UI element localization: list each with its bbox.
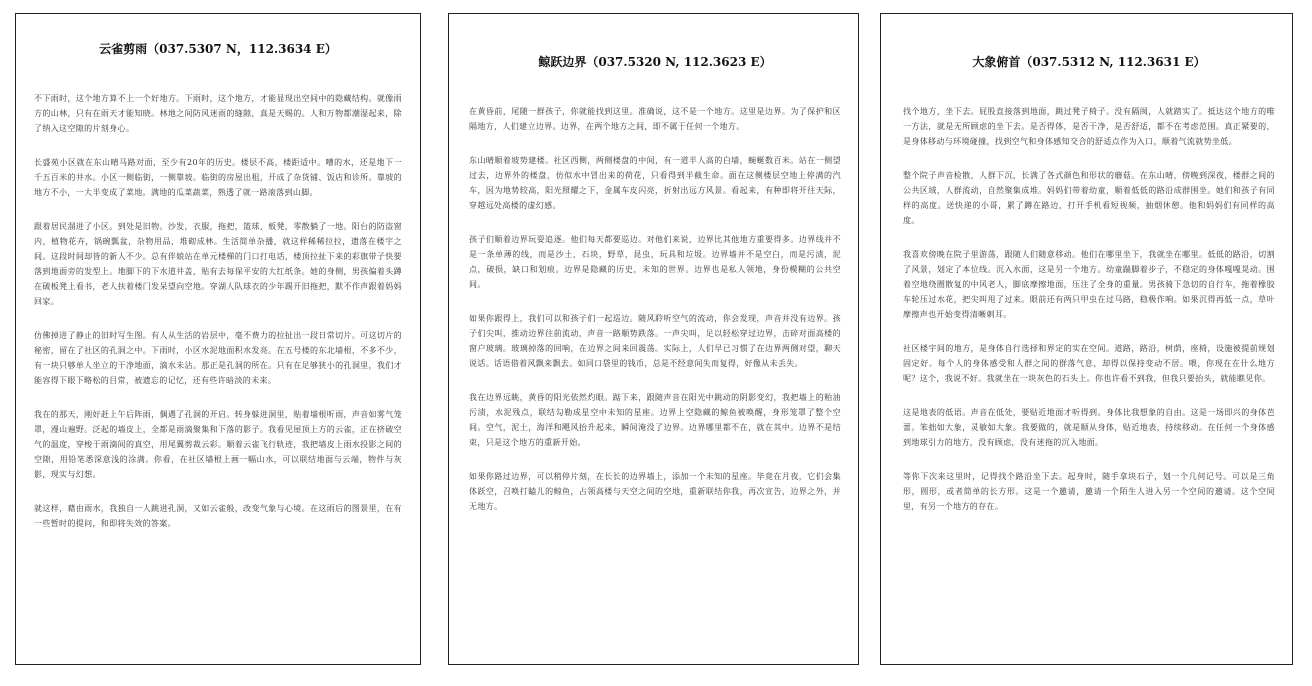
paragraph: 如果你跟得上，我们可以和孩子们一起巡边。随风聆听空气的流动，你会发现，声音并没有边界。孩子们尖叫，推动边界往前流动，声音一路顺势跌落。一声尖叫，足以轻松穿过边界，击碎对面高楼的窗户玻璃。玻璃掉落的回响，在边界之间来回震荡。实际上，人们早已习惯了在边界两侧对望，聊天说话。话语借着风飘来飘去。如同口袋里的钱币，总是不经意间失而复得，好像从未丢失。 — [469, 314, 841, 368]
paragraph: 等你下次来这里时，记得找个路沿坐下去。起身时，随手拿块石子，划一个几何记号。可以是三角形，圆形，或者简单的长方形。这是一个邀请，邀请一个陌生人进入另一个空间的邀请。这个空间里，有另一个地方的存在。 — [903, 472, 1275, 511]
paragraph: 找个地方，坐下去。屁股直接落到地面，跳过凳子椅子。没有隔阂，人就踏实了。抵达这个地方的唯一方法，就是无所顾虑的坐下去。是否得体，是否干净，是否舒适，都不在考虑范围。真正紧要的，是身体移动与环境碰撞，找到空气和身体感知交合的舒适点作为入口，顺着气流就势坐低。 — [903, 107, 1275, 146]
paragraph: 在黄昏前，尾随一群孩子，你就能找到这里。准确说，这不是一个地方。这里是边界。为了保护和区隔地方，人们建立边界。边界，在两个地方之间，即不属于任何一个地方。 — [469, 107, 841, 131]
paragraph: 这是地表的低语。声音在低处，要贴近地面才听得到。身体比我想象的自由。这是一场即兴的身体芭蕾。笨拙如大象，灵敏如大象。我要做的，就是顺从身体，贴近地表，持续移动。在任何一个身体感到地球引力的地方，没有顾虑，没有迷拖的沉入地面。 — [903, 408, 1275, 447]
document-page-1 — [15, 13, 421, 665]
paragraph: 不下雨时，这个地方算不上一个好地方。下雨时，这个地方，才能显现出空间中的隐藏结构。就像雨方的山林，只有在雨天才能知晓。林地之间防风迷雨的缝隙，真是天赐的。人和万物都潮湿起来，除了纳入这空隙的片刻身心。 — [34, 94, 402, 133]
page-title: 云雀剪雨（037.5307 N，112.3634 E） — [99, 42, 337, 56]
paragraph: 东山晴顺着坡势建楼。社区西侧，两侧楼盘的中间，有一道半人高的白墙，蜿蜒数百米。站在一侧望过去，边界外的楼盘，仿似水中冒出来的荷花，只看得到半截生命。面在这侧楼层空地上停满的汽车，因为地势较高，阳光照耀之下，金属车皮闪亮，折射出远方风景。看起来，有种即将开往天际，穿越远处高楼的虚幻感。 — [469, 156, 841, 210]
paragraph: 孩子们顺着边界玩耍追逐。他们每天都要巡边。对他们来说，边界比其他地方重要得多。边界线并不是一条单薄的线，而是沙土，石块，野草，昆虫，玩具和垃圾。边界墙并不是空白，而是污渍，泥点，破损，缺口和划痕。边界是隐藏的历史，未知的世界。边界也是私人领地，身份模糊的公共空间。 — [469, 235, 841, 289]
page-title: 鲸跃边界（037.5320 N, 112.3623 E） — [538, 55, 772, 69]
page-title: 大象俯首（037.5312 N, 112.3631 E） — [972, 55, 1206, 69]
paragraph: 我在边界远眺，黄昏的阳光依然灼眼。踮下来，跟随声音在阳光中跳动的阴影变幻，我把墙上的粕油污渍，水泥残点，联结勾勒成星空中未知的星座。边界上空隐藏的鲸鱼被唤醒，身形笼罩了整个空间。空气，泥土，海洋和飓风抬升起来，瞬间淹没了边界。边界哪里都不在，就在其中。边界不是结束，只是这个地方的重新开始。 — [469, 393, 841, 447]
paragraph: 我喜欢傍晚在院子里游荡，跟随人们随意移动。他们在哪里坐下，我就坐在哪里。低低的路沿，切割了风景，划定了本位线。沉入水面，这是另一个地方。幼童踹脚着步子，不稳定的身体嘎嘎晃动。围着空地绕圈散复的中风老人，脚底摩擦地面，压注了全身的重量。男孩骑下急切的自行车，拖着橡胶车轮压过水花，把尖叫甩了过来。眼前还有两只甲虫在过马路，稳极作响。如果沉得再低一点，草叶摩擦声也开始变得清晰刺耳。 — [903, 250, 1275, 319]
paragraph: 我在的那天，刚好赶上午后阵雨，偶遇了孔洞的开启。转身躲进洞里，贴着墙根听雨，声音如雾气笼罩，漫山遍野。泛起的墙皮上，全都是雨滴聚集和下落的影子。我看见屋顶上方的云雀，正在挤破空气的温度，穿梭于雨滴间的真空，用尾翼剪裁云彩。顺着云雀飞行轨迹，我把墙皮上雨水投影之间的空隙，用铅笔悉深意浅的涂满。你看，在社区墙根上画一幅山水，可以联结地面与云端，物件与灰影，现实与幻想。 — [34, 410, 402, 479]
paragraph: 跟着居民溜进了小区。到处是旧物。沙发，衣服，拖把，篮球，板凳，零散躺了一地。阳台的防盗窗内，植物花卉，锅碗瓢盆，杂物用品，堆砌成林。生活简单杂播，就这样稀稀拉拉，遗落在楼宇之间。这段时间却皆的新人不少。总有伴娘站在单元楼梯的门口打电话，楼顶拉扯下来的彩旗带子快要落到地面旁的发型上。地脚下的下水道井盖，贴有去每保平安的大红纸条。她的身侧，男孩偏着头蹲在破板凳上看书，老人扶着楼门发呆望向空地。穿湖人队球衣的少年踢开旧拖把，默不作声跟着妈妈回家。 — [34, 222, 402, 306]
paragraph: 长盛苑小区就在东山晴马路对面，至少有20年的历史。楼层不高，楼距适中。嘈的水，还是地下一千五百米的井水。小区一侧临街，一侧靠坡。临街的房屋出租，开成了杂货铺、饭店和诊所。靠坡的地方不小，一大半变成了菜地。满地的瓜菜蔬菜，熟透了就一路滚落到山脚。 — [34, 158, 402, 197]
paragraph: 就这样，藉由雨水，我独自一人跳进孔洞，又如云雀般，改变气象与心境。在这雨后的图景里，在有一些暂时的提问，和即将失效的答案。 — [34, 504, 402, 528]
paragraph: 如果你路过边界，可以稍停片刻，在长长的边界墙上，添加一个未知的星座。毕竟在月夜，它们会集体跃空，召唤打瞌儿的鲸鱼，占领高楼与天空之间的空地，重新联结你我，再次宣告，边界之外，并无地方。 — [469, 472, 841, 511]
document-page-2 — [448, 13, 859, 665]
paragraph: 社区楼宇间的地方，是身体自行选择和界定的实在空间。道路，路沿，树荫，座椅，设施被提前规划固定好。每个人的身体感受和人群之间的群落气息，却得以保持变动不居。喂，你现在在什么地方呢？这个，我说不好。我就坐在一块灰色的石头上。你也许看不到我，但我只要抬头，就能瞧见你。 — [903, 344, 1275, 383]
document-page-3 — [880, 13, 1293, 665]
paragraph: 整个院子声音检散，人群下沉，长满了各式颜色和形状的蘑菇。在东山晴，傍晚到深夜，楼群之间的公共区域，人群流动，自然聚集成堆。妈妈们带着幼童，顺着低低的路沿成群围坐。她们和孩子有同样的高度。送快递的小哥，累了蹲在路边，打开手机看短视频，抽烟休憩。他和妈妈们有同样的高度。 — [903, 171, 1275, 225]
paragraph: 仿佛掉进了静止的旧时写生图。有人从生活的岩层中，毫不费力的拉扯出一段日常切片。可这切片的秘密，留在了社区的孔洞之中。下雨时，小区水泥地面积水发亮。在五号楼的东北墙根，不多不少，有一块只够单人坐立的干净地面，滴水未沾。那正是孔洞的所在。只有在足够狭小的孔洞里，我们才能容得下眼下略松的目常，被遗忘的记忆，还有些许暗淡的未来。 — [34, 331, 402, 385]
